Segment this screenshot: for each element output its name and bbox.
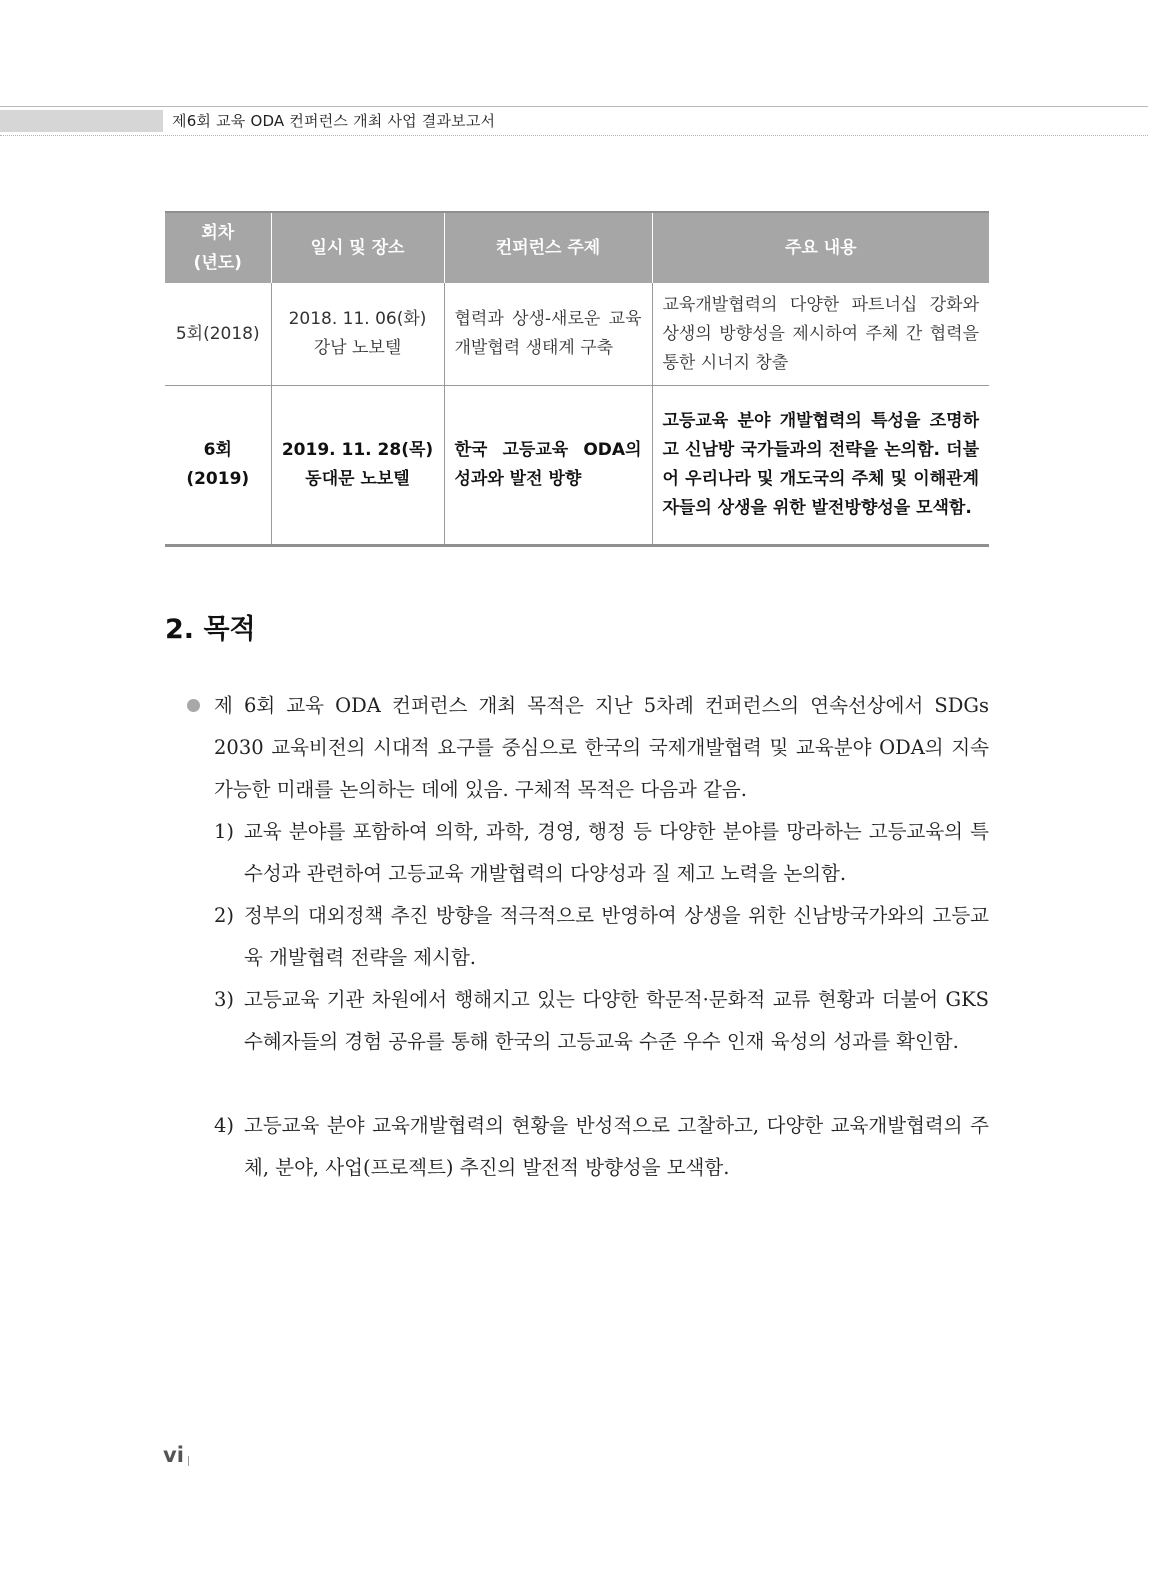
header-tab-bar xyxy=(0,110,163,132)
table-row xyxy=(165,283,989,386)
list-item-text: 고등교육 분야 교육개발협력의 현황을 반성적으로 고찰하고, 다양한 교육개발협력의 주체, 분야, 사업(프로젝트) 추진의 발전적 방향성을 모색함. xyxy=(244,1114,989,1179)
list-item xyxy=(214,1105,989,1189)
page-number: vi xyxy=(163,1443,184,1467)
col-header-date-place: 일시 및 장소 xyxy=(271,212,444,283)
table-row xyxy=(165,386,989,546)
purpose-intro-paragraph: 제 6회 교육 ODA 컨퍼런스 개최 목적은 지난 5차례 컨퍼런스의 연속선상에서 SDGs 2030 교육비전의 시대적 요구를 중심으로 한국의 국제개발협력 및 교육분야 ODA의 지속가능한 미래를 논의하는 데에 있음. 구체적 목적은 다음과 같음. xyxy=(214,694,989,801)
list-item-number: 2) xyxy=(214,904,235,927)
cell-content: 교육개발협력의 다양한 파트너십 강화와 상생의 방향성을 제시하여 주체 간 협력을 통한 시너지 창출 xyxy=(652,283,989,386)
table-header-row xyxy=(165,212,989,283)
list-item-number: 1) xyxy=(214,820,235,843)
col-header-content: 주요 내용 xyxy=(652,212,989,283)
list-item-number: 4) xyxy=(214,1114,235,1137)
cell-round: 6회(2019) xyxy=(165,386,271,546)
running-header-title: 제6회 교육 ODA 컨퍼런스 개최 사업 결과보고서 xyxy=(172,112,496,130)
list-item xyxy=(214,895,989,979)
bullet-icon xyxy=(187,699,200,712)
col-header-theme: 컨퍼런스 주제 xyxy=(444,212,652,283)
page-number-divider xyxy=(188,1456,189,1466)
list-item-number: 3) xyxy=(214,988,235,1011)
section-title: 2. 목적 xyxy=(165,614,256,645)
conference-history-table xyxy=(165,211,989,547)
cell-theme: 협력과 상생-새로운 교육개발협력 생태계 구축 xyxy=(444,283,652,386)
cell-date-place: 2019. 11. 28(목) 동대문 노보텔 xyxy=(271,386,444,546)
header-dotted-rule xyxy=(0,135,1148,136)
cell-content: 고등교육 분야 개발협력의 특성을 조명하고 신남방 국가들과의 전략을 논의함. 더불어 우리나라 및 개도국의 주체 및 이해관계자들의 상생을 위한 발전방향성을 모색함. xyxy=(652,386,989,546)
list-item xyxy=(214,979,989,1063)
cell-round: 5회(2018) xyxy=(165,283,271,386)
cell-theme: 한국 고등교육 ODA의 성과와 발전 방향 xyxy=(444,386,652,546)
list-item-text: 정부의 대외정책 추진 방향을 적극적으로 반영하여 상생을 위한 신남방국가와의 고등교육 개발협력 전략을 제시함. xyxy=(244,904,989,969)
cell-date-place: 2018. 11. 06(화) 강남 노보텔 xyxy=(271,283,444,386)
list-item xyxy=(214,811,989,895)
header-rule xyxy=(0,106,1148,107)
list-item-text: 교육 분야를 포함하여 의학, 과학, 경영, 행정 등 다양한 분야를 망라하는 고등교육의 특수성과 관련하여 고등교육 개발협력의 다양성과 질 제고 노력을 논의함. xyxy=(244,820,989,885)
col-header-round: 회차 (년도) xyxy=(165,212,271,283)
list-item-text: 고등교육 기관 차원에서 행해지고 있는 다양한 학문적·문화적 교류 현황과 더불어 GKS 수혜자들의 경험 공유를 통해 한국의 고등교육 수준 우수 인재 육성의 성과를 확인함. xyxy=(244,988,989,1053)
